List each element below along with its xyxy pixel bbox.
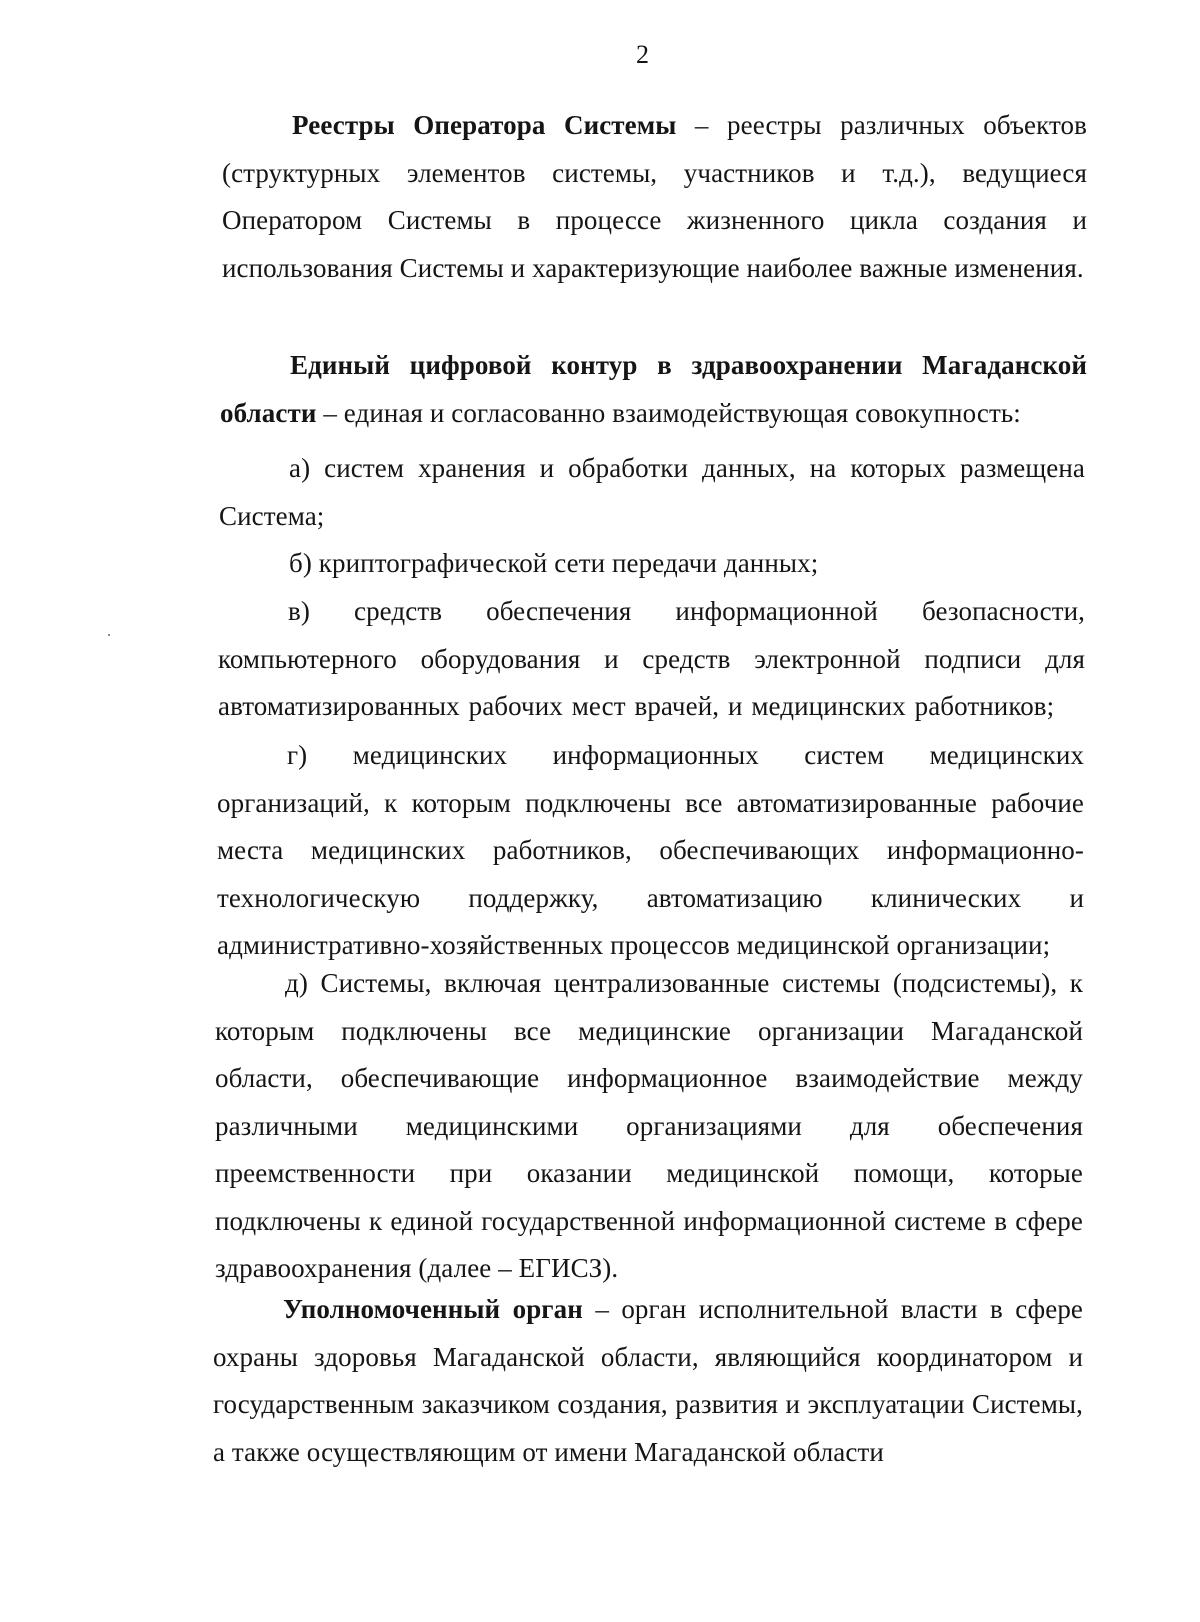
definition-authorized-body: – орган исполнительной власти в сфере охраны здоровья Магаданской области, являющийся координатором и государственным заказчиком создания, развития и эксплуатации Системы, а также осуществляющим от имени Магаданской области xyxy=(213,1294,1083,1467)
list-item-a: а) систем хранения и обработки данных, на которых размещена Система; xyxy=(219,453,1085,531)
scan-artifact xyxy=(108,634,110,636)
paragraph-digital-contour xyxy=(220,342,1087,437)
page-number: 2 xyxy=(636,40,649,69)
term-registries: Реестры Оператора Системы xyxy=(292,110,677,140)
list-item-v: в) средств обеспечения информационной безопасности, компьютерного оборудования и средств электронной подписи для автоматизированных рабочих мест врачей, и медицинских работников; xyxy=(218,596,1085,721)
definition-registries: – реестры различных объектов (структурных элементов системы, участников и т.д.), ведущиеся Оператором Системы в процессе жизненного цикла создания и использования Системы и характеризующие наиболее важные изменения. xyxy=(222,110,1087,283)
term-authorized-body: Уполномоченный орган xyxy=(283,1294,583,1324)
list-item-g: г) медицинских информационных систем медицинских организаций, к которым подключены все автоматизированные рабочие места медицинских работников, обеспечивающих информационно-технологическую поддержку, автоматизацию клинических и административно-хозяйственных процессов медицинской организации; xyxy=(217,740,1084,960)
definition-digital-contour: – единая и согласованно взаимодействующая совокупность: xyxy=(316,397,1021,428)
term-digital-contour: Единый цифровой контур в здравоохранении Магаданской области xyxy=(220,350,1087,428)
paragraph-registries xyxy=(222,102,1087,292)
list-item-b: б) криптографической сети передачи данных; xyxy=(289,548,819,578)
list-item-d: д) Системы, включая централизованные системы (подсистемы), к которым подключены все медицинские организации Магаданской области, обеспечивающие информационное взаимодействие между различными медицинскими организациями для обеспечения преемственности при оказании медицинской помощи, которые подключены к единой государственной информационной системе в сфере здравоохранения (далее – ЕГИСЗ). xyxy=(215,968,1083,1283)
paragraph-authorized-body xyxy=(213,1286,1083,1476)
